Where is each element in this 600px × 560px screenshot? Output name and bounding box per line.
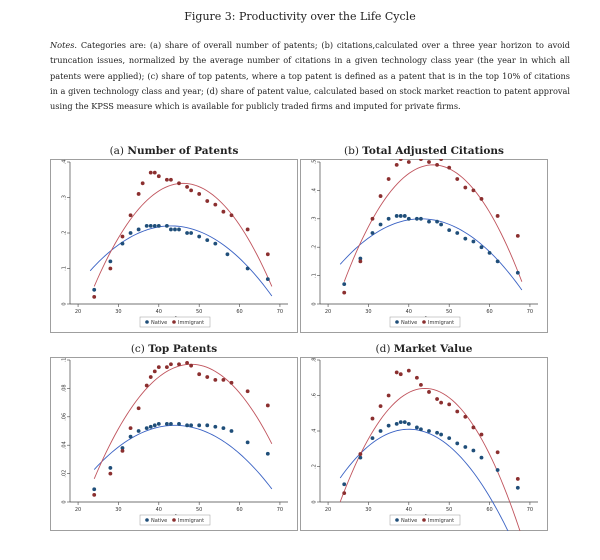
immigrant-point: [419, 383, 423, 387]
native-point: [266, 277, 270, 281]
native-point: [185, 231, 189, 235]
native-point: [427, 220, 431, 224]
immigrant-point: [371, 417, 375, 421]
native-point: [358, 456, 362, 460]
native-point: [169, 422, 173, 426]
immigrant-point: [189, 364, 193, 368]
native-point: [129, 231, 133, 235]
x-tick-label: 60: [236, 309, 243, 315]
x-tick-label: 20: [324, 309, 332, 315]
legend-immigrant-label: Immigrant: [178, 320, 205, 326]
x-tick-label: 30: [365, 507, 372, 513]
y-tick-label: .4: [311, 428, 318, 434]
x-tick-label: 50: [195, 507, 203, 513]
x-tick-label: 20: [74, 309, 82, 315]
immigrant-point: [213, 203, 217, 207]
x-tick-label: 30: [115, 507, 122, 513]
immigrant-point: [165, 365, 169, 369]
immigrant-point: [496, 214, 500, 218]
native-point: [189, 423, 193, 427]
immigrant-point: [185, 361, 189, 365]
immigrant-point: [480, 433, 484, 437]
native-point: [157, 422, 161, 426]
x-tick-label: 30: [115, 309, 122, 315]
legend-native-label: Native: [151, 518, 168, 524]
figure-title: Figure 3: Productivity over the Life Cycle: [184, 10, 416, 23]
x-tick-label: 40: [405, 309, 413, 315]
panel-c-label: (c): [130, 343, 145, 355]
immigrant-point: [387, 394, 391, 398]
legend-native-label: Native: [151, 320, 168, 326]
native-point: [165, 224, 169, 228]
x-tick-label: 70: [526, 507, 534, 513]
native-point: [371, 436, 375, 440]
x-tick-label: 20: [324, 507, 332, 513]
native-point: [407, 422, 411, 426]
immigrant-point: [435, 163, 439, 167]
native-point: [342, 482, 346, 486]
immigrant-point: [129, 426, 133, 430]
legend-immigrant-marker: [172, 518, 176, 522]
immigrant-point: [358, 260, 362, 264]
immigrant-point: [129, 213, 133, 217]
panel-d-title-text: Market Value: [393, 343, 473, 355]
x-tick-label: 60: [486, 309, 493, 315]
y-tick-label: .4: [61, 159, 68, 165]
native-point: [403, 420, 407, 424]
legend: [140, 515, 210, 525]
chart-total-adjusted-citations: [300, 159, 548, 333]
immigrant-point: [387, 177, 391, 181]
native-point: [145, 426, 149, 430]
legend-native-marker: [145, 320, 149, 324]
x-tick-label: 40: [155, 507, 163, 513]
panel-d: [300, 343, 548, 531]
immigrant-point: [246, 228, 250, 232]
immigrant-point: [108, 472, 112, 476]
immigrant-point: [157, 174, 161, 178]
chart-frame: [51, 358, 298, 531]
immigrant-point: [205, 199, 209, 203]
legend-native-marker: [395, 518, 399, 522]
immigrant-point: [415, 376, 419, 380]
native-point: [371, 231, 375, 235]
x-tick-label: 30: [365, 309, 372, 315]
legend-immigrant-label: Immigrant: [428, 518, 455, 524]
immigrant-point: [213, 378, 217, 382]
chart-svg: [300, 159, 548, 333]
panel-a-title: [50, 145, 298, 157]
panel-a-title-text: Number of Patents: [127, 145, 239, 157]
immigrant-point: [427, 160, 431, 164]
native-point: [516, 271, 520, 275]
chart-number-of-patents: [50, 159, 298, 333]
native-point: [149, 425, 153, 429]
legend-native-marker: [395, 320, 399, 324]
legend-immigrant-marker: [172, 320, 176, 324]
y-tick-label: .08: [61, 384, 68, 393]
immigrant-point: [399, 372, 403, 376]
legend: [390, 515, 460, 525]
native-point: [169, 228, 173, 232]
chart-frame: [51, 160, 298, 333]
native-point: [455, 231, 459, 235]
immigrant-point: [121, 235, 125, 239]
immigrant-point: [379, 404, 383, 408]
native-point: [149, 224, 153, 228]
immigrant-point: [246, 389, 250, 393]
native-point: [153, 423, 157, 427]
y-tick-label: .1: [311, 273, 318, 278]
native-point: [92, 487, 96, 491]
immigrant-point: [108, 267, 112, 271]
chart-svg: [50, 159, 298, 333]
native-point: [153, 224, 157, 228]
x-tick-label: 40: [155, 309, 163, 315]
immigrant-point: [342, 291, 346, 295]
x-tick-label: 40: [405, 507, 413, 513]
x-tick-label: 60: [236, 507, 243, 513]
native-point: [145, 224, 149, 228]
immigrant-point: [439, 401, 443, 405]
legend-immigrant-label: Immigrant: [428, 320, 455, 326]
y-tick-label: 0: [61, 500, 68, 504]
immigrant-point: [169, 178, 173, 182]
native-point: [213, 242, 217, 246]
immigrant-point: [427, 390, 431, 394]
figure-notes: [50, 38, 570, 114]
native-point: [177, 228, 181, 232]
chart-frame: [301, 160, 548, 333]
native-point: [173, 228, 177, 232]
native-point: [213, 425, 217, 429]
panel-a: [50, 145, 298, 333]
x-tick-label: 70: [276, 309, 284, 315]
legend-native-label: Native: [401, 518, 418, 524]
immigrant-point: [266, 252, 270, 256]
native-point: [435, 220, 439, 224]
immigrant-point: [395, 163, 399, 167]
y-tick-label: .02: [61, 469, 68, 478]
immigrant-point: [169, 362, 173, 366]
notes-label: Notes.: [50, 40, 78, 50]
legend-immigrant-marker: [422, 320, 426, 324]
native-point: [222, 426, 226, 430]
native-point: [516, 486, 520, 490]
immigrant-point: [455, 410, 459, 414]
immigrant-point: [516, 477, 520, 481]
x-tick-label: 60: [486, 507, 493, 513]
native-point: [407, 217, 411, 221]
native-point: [439, 433, 443, 437]
y-tick-label: .8: [311, 357, 318, 363]
native-point: [387, 424, 391, 428]
legend: [390, 317, 460, 327]
panel-a-label: (a): [109, 145, 125, 157]
immigrant-point: [137, 406, 141, 410]
native-point: [415, 426, 419, 430]
x-tick-label: 70: [276, 507, 284, 513]
immigrant-point: [153, 171, 157, 175]
immigrant-point: [472, 189, 476, 193]
y-tick-label: .2: [61, 230, 68, 236]
native-point: [342, 282, 346, 286]
immigrant-point: [189, 189, 193, 193]
chart-svg: [300, 357, 548, 531]
native-point: [246, 440, 250, 444]
native-point: [230, 429, 234, 433]
immigrant-point: [230, 381, 234, 385]
immigrant-point: [197, 192, 201, 196]
immigrant-point: [395, 371, 399, 375]
native-point: [157, 224, 161, 228]
native-point: [197, 423, 201, 427]
immigrant-point: [205, 375, 209, 379]
x-tick-label: 70: [526, 309, 534, 315]
y-tick-label: 0: [311, 302, 318, 306]
native-point: [447, 436, 451, 440]
panel-c-title: [50, 343, 298, 355]
immigrant-point: [185, 185, 189, 189]
native-point: [415, 217, 419, 221]
x-tick-label: 50: [445, 309, 453, 315]
immigrant-point: [230, 213, 234, 217]
native-point: [205, 423, 209, 427]
y-tick-label: 0: [311, 500, 318, 504]
y-tick-label: 0: [61, 302, 68, 306]
native-point: [165, 422, 169, 426]
legend-immigrant-label: Immigrant: [178, 518, 205, 524]
panel-b-title: [300, 145, 548, 157]
immigrant-point: [463, 186, 467, 190]
immigrant-point: [358, 452, 362, 456]
native-point: [399, 214, 403, 218]
native-point: [266, 452, 270, 456]
native-point: [463, 445, 467, 449]
native-point: [472, 449, 476, 453]
immigrant-point: [455, 177, 459, 181]
native-point: [197, 235, 201, 239]
panel-b-title-text: Total Adjusted Citations: [362, 145, 504, 157]
native-point: [399, 420, 403, 424]
native-point: [403, 214, 407, 218]
immigrant-point: [222, 378, 226, 382]
notes-text: Categories are: (a) share of overall number of patents; (b) citations,calculated over a three year horizon to avoid truncation issues, normalized by the average number of citations in a given technology class year (the year in which all patents were applied); (c) share of top patents, where a top patent is defined as a patent that is in the top 10% of citations in a given technology class and year; (d) share of patent value, calculated based on stock market reaction to patent approval using the KPSS measure which is available for publicly traded firms and imputed for private firms.: [50, 40, 570, 112]
native-point: [480, 456, 484, 460]
immigrant-point: [177, 181, 181, 185]
y-tick-label: .2: [311, 464, 318, 469]
native-point: [488, 251, 492, 255]
y-tick-label: .3: [61, 195, 68, 200]
immigrant-point: [145, 384, 149, 388]
x-tick-label: 20: [74, 507, 82, 513]
native-point: [395, 214, 399, 218]
native-point: [379, 223, 383, 227]
immigrant-point: [371, 217, 375, 221]
native-point: [137, 429, 141, 433]
immigrant-point: [177, 362, 181, 366]
y-tick-label: .04: [61, 441, 68, 450]
panel-c: [50, 343, 298, 531]
immigrant-point: [472, 426, 476, 430]
y-tick-label: .6: [311, 393, 318, 398]
immigrant-point: [121, 449, 125, 453]
immigrant-point: [92, 295, 96, 299]
immigrant-point: [137, 192, 141, 196]
chart-market-value: [300, 357, 548, 531]
native-point: [205, 238, 209, 242]
immigrant-point: [379, 194, 383, 198]
panel-b: [300, 145, 548, 333]
chart-top-patents: [50, 357, 298, 531]
panel-b-label: (b): [344, 145, 359, 157]
y-tick-label: .4: [311, 188, 318, 193]
native-point: [435, 431, 439, 435]
native-point: [480, 245, 484, 249]
legend-native-label: Native: [401, 320, 418, 326]
panel-d-label: (d): [375, 343, 391, 355]
y-tick-label: .3: [311, 216, 318, 222]
immigrant-point: [197, 372, 201, 376]
chart-svg: [50, 357, 298, 531]
y-tick-label: .1: [61, 266, 68, 271]
native-point: [185, 423, 189, 427]
native-point: [447, 228, 451, 232]
native-point: [189, 231, 193, 235]
immigrant-point: [516, 234, 520, 238]
immigrant-point: [149, 375, 153, 379]
x-tick-label: 50: [445, 507, 453, 513]
native-point: [463, 237, 467, 241]
immigrant-point: [149, 171, 153, 175]
y-tick-label: .2: [311, 244, 318, 250]
panel-d-title: [300, 343, 548, 355]
native-point: [395, 422, 399, 426]
native-point: [455, 442, 459, 446]
native-point: [439, 223, 443, 227]
immigrant-point: [342, 491, 346, 495]
native-point: [129, 435, 133, 439]
legend-immigrant-marker: [422, 518, 426, 522]
native-point: [108, 466, 112, 470]
native-point: [108, 260, 112, 264]
legend: [140, 317, 210, 327]
immigrant-point: [435, 397, 439, 401]
immigrant-point: [165, 178, 169, 182]
immigrant-point: [141, 181, 145, 185]
immigrant-point: [157, 365, 161, 369]
native-point: [226, 252, 230, 256]
immigrant-point: [407, 369, 411, 373]
native-point: [177, 422, 181, 426]
native-point: [496, 260, 500, 264]
immigrant-point: [463, 415, 467, 419]
immigrant-point: [407, 160, 411, 164]
immigrant-point: [447, 166, 451, 170]
native-point: [387, 217, 391, 221]
native-point: [379, 429, 383, 433]
y-tick-label: .06: [61, 412, 68, 421]
panel-c-title-text: Top Patents: [148, 343, 218, 355]
immigrant-point: [447, 402, 451, 406]
native-point: [92, 288, 96, 292]
immigrant-point: [266, 404, 270, 408]
immigrant-point: [496, 450, 500, 454]
x-tick-label: 50: [195, 309, 203, 315]
y-tick-label: .5: [311, 159, 318, 165]
native-point: [496, 468, 500, 472]
immigrant-point: [222, 210, 226, 214]
y-tick-label: .1: [61, 357, 68, 363]
native-point: [137, 228, 141, 232]
native-point: [121, 242, 125, 246]
native-point: [427, 429, 431, 433]
native-point: [472, 240, 476, 244]
native-point: [419, 217, 423, 221]
immigrant-point: [92, 493, 96, 497]
native-point: [419, 427, 423, 431]
native-point: [246, 267, 250, 271]
immigrant-point: [153, 369, 157, 373]
legend-native-marker: [145, 518, 149, 522]
immigrant-point: [480, 197, 484, 201]
